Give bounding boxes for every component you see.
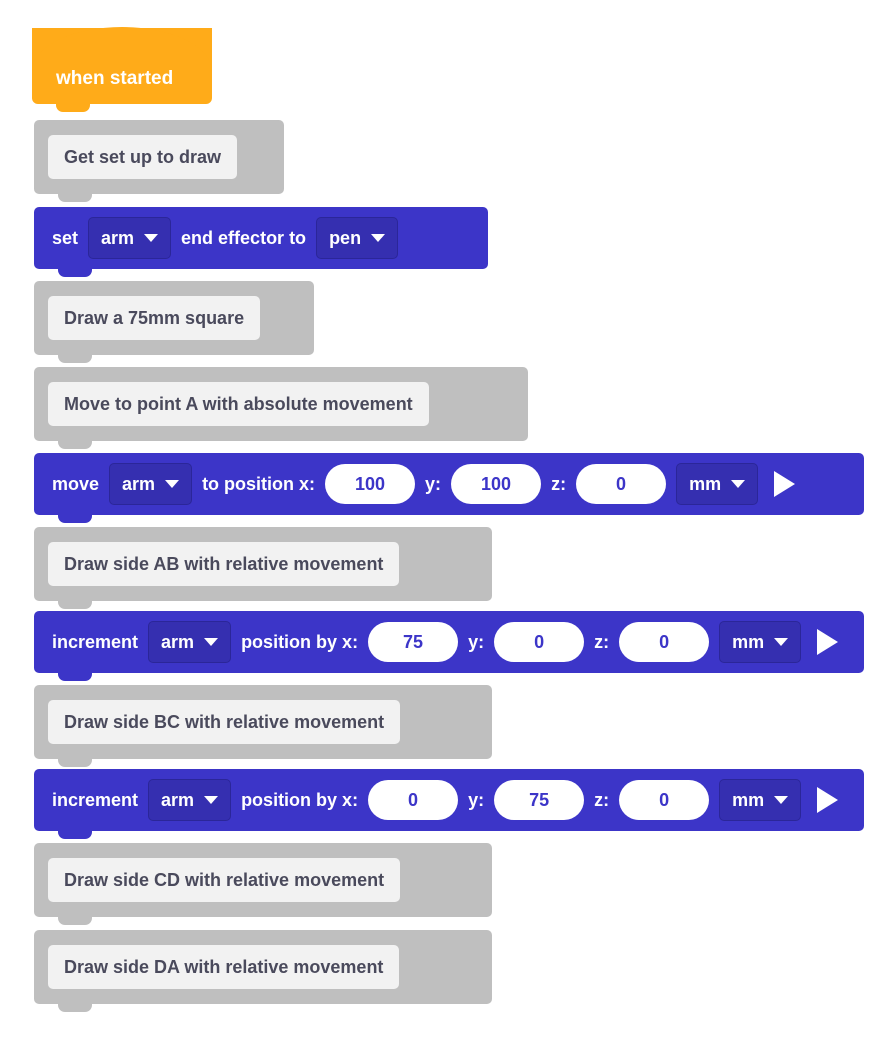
position-by-x-label: position by x: — [241, 631, 359, 652]
block-comment-side-ab[interactable] — [34, 527, 492, 601]
input-x[interactable]: 100 — [325, 464, 415, 504]
increment-keyword-label: increment — [52, 631, 139, 652]
comment-label: Draw a 75mm square — [64, 307, 245, 328]
comment-label: Move to point A with absolute movement — [64, 393, 413, 414]
play-arrow-icon[interactable] — [817, 629, 838, 655]
dropdown-value: arm — [161, 631, 195, 652]
block-comment-side-bc[interactable] — [34, 685, 492, 759]
block-notch — [58, 514, 92, 523]
block-increment-ab[interactable] — [34, 611, 864, 673]
block-notch — [58, 672, 92, 681]
input-x[interactable]: 75 — [368, 622, 458, 662]
block-move-absolute[interactable] — [34, 453, 864, 515]
comment-label: Draw side AB with relative movement — [64, 553, 384, 574]
input-z[interactable]: 0 — [576, 464, 666, 504]
chevron-down-icon — [774, 638, 788, 646]
comment-label: Get set up to draw — [64, 146, 222, 167]
block-set-end-effector[interactable] — [34, 207, 488, 269]
dropdown-value: mm — [732, 631, 765, 652]
comment-label: Draw side BC with relative movement — [64, 711, 385, 732]
comment-label: Draw side DA with relative movement — [64, 956, 384, 977]
y-label: y: — [468, 631, 485, 652]
chevron-down-icon — [731, 480, 745, 488]
dropdown-target-arm[interactable] — [148, 779, 231, 821]
comment-text-wrapper — [48, 542, 399, 586]
input-y[interactable]: 75 — [494, 780, 584, 820]
chevron-down-icon — [204, 796, 218, 804]
block-notch — [58, 916, 92, 925]
block-notch — [58, 758, 92, 767]
dropdown-units[interactable] — [719, 621, 801, 663]
comment-text-wrapper — [48, 382, 429, 426]
play-arrow-icon[interactable] — [817, 787, 838, 813]
chevron-down-icon — [144, 234, 158, 242]
play-arrow-icon[interactable] — [774, 471, 795, 497]
block-notch — [58, 830, 92, 839]
end-effector-to-label: end effector to — [181, 227, 307, 248]
block-comment-side-da[interactable] — [34, 930, 492, 1004]
block-when-started[interactable] — [32, 28, 212, 104]
block-increment-bc[interactable] — [34, 769, 864, 831]
y-label: y: — [425, 473, 442, 494]
dropdown-end-effector[interactable] — [316, 217, 398, 259]
hat-cap-shape — [32, 27, 212, 71]
input-y[interactable]: 0 — [494, 622, 584, 662]
input-y[interactable]: 100 — [451, 464, 541, 504]
block-notch — [58, 1003, 92, 1012]
dropdown-value: mm — [689, 473, 722, 494]
block-comment-get-set-up[interactable] — [34, 120, 284, 194]
set-keyword-label: set — [52, 227, 79, 248]
chevron-down-icon — [774, 796, 788, 804]
block-notch — [56, 103, 90, 112]
comment-text-wrapper — [48, 296, 260, 340]
increment-keyword-label: increment — [52, 789, 139, 810]
dropdown-target-arm[interactable] — [88, 217, 171, 259]
position-by-x-label: position by x: — [241, 789, 359, 810]
block-notch — [58, 268, 92, 277]
when-started-label: when started — [56, 68, 174, 89]
input-x[interactable]: 0 — [368, 780, 458, 820]
block-notch — [58, 354, 92, 363]
comment-text-wrapper — [48, 700, 400, 744]
dropdown-value: arm — [101, 227, 135, 248]
chevron-down-icon — [204, 638, 218, 646]
chevron-down-icon — [371, 234, 385, 242]
to-position-x-label: to position x: — [202, 473, 316, 494]
z-label: z: — [594, 789, 610, 810]
block-notch — [58, 600, 92, 609]
move-keyword-label: move — [52, 473, 100, 494]
dropdown-value: pen — [329, 227, 362, 248]
block-comment-side-cd[interactable] — [34, 843, 492, 917]
dropdown-value: arm — [122, 473, 156, 494]
comment-text-wrapper — [48, 135, 237, 179]
z-label: z: — [594, 631, 610, 652]
z-label: z: — [551, 473, 567, 494]
chevron-down-icon — [165, 480, 179, 488]
block-notch — [58, 193, 92, 202]
dropdown-units[interactable] — [676, 463, 758, 505]
y-label: y: — [468, 789, 485, 810]
block-notch — [58, 440, 92, 449]
comment-text-wrapper — [48, 858, 400, 902]
dropdown-units[interactable] — [719, 779, 801, 821]
dropdown-value: arm — [161, 789, 195, 810]
dropdown-target-arm[interactable] — [109, 463, 192, 505]
dropdown-value: mm — [732, 789, 765, 810]
comment-label: Draw side CD with relative movement — [64, 869, 385, 890]
block-comment-draw-square[interactable] — [34, 281, 314, 355]
block-comment-point-a[interactable] — [34, 367, 528, 441]
dropdown-target-arm[interactable] — [148, 621, 231, 663]
input-z[interactable]: 0 — [619, 780, 709, 820]
input-z[interactable]: 0 — [619, 622, 709, 662]
comment-text-wrapper — [48, 945, 399, 989]
